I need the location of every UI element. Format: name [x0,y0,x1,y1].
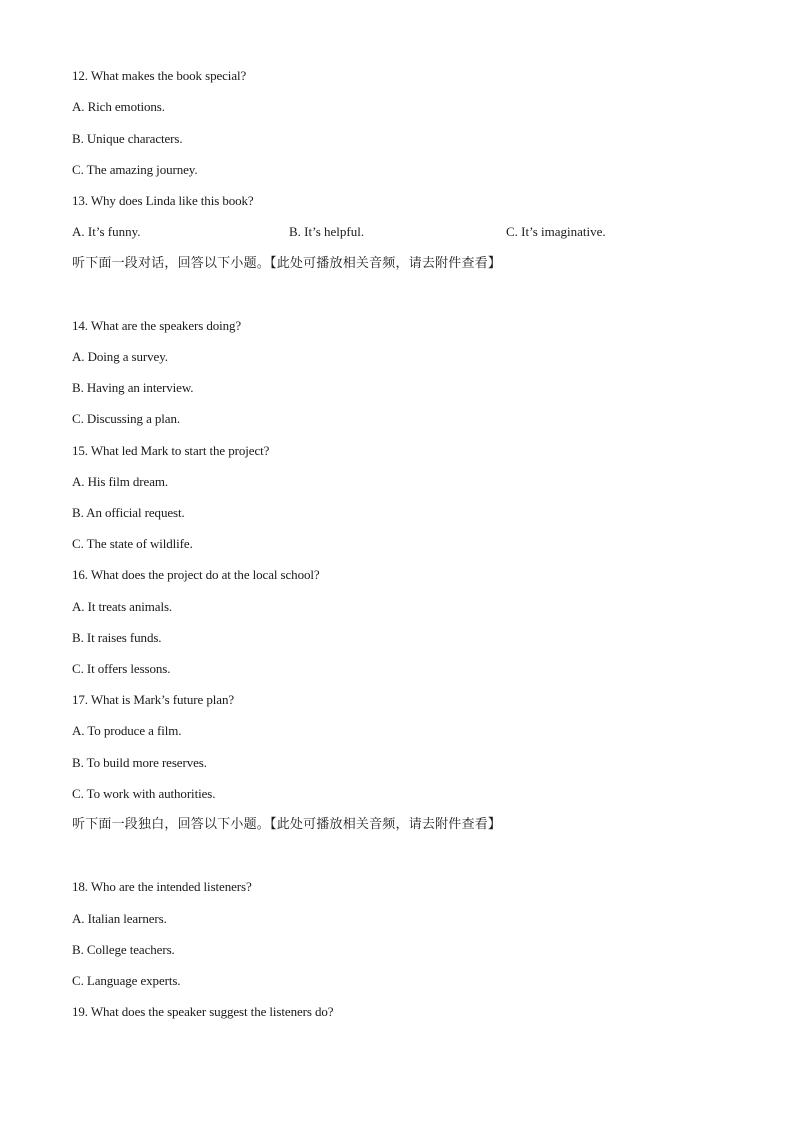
q13-option-b: B. It’s helpful. [289,224,365,239]
q16-option-c: C. It offers lessons. [72,661,171,676]
q15-option-c: C. The state of wildlife. [72,536,193,551]
q17-option-c: C. To work with authorities. [72,786,216,801]
question-15: 15. What led Mark to start the project? [72,443,270,458]
q12-option-b: B. Unique characters. [72,131,183,146]
question-17: 17. What is Mark’s future plan? [72,692,235,707]
q14-option-c: C. Discussing a plan. [72,411,181,426]
q18-option-a: A. Italian learners. [72,911,167,926]
q15-option-b: B. An official request. [72,505,185,520]
q13-option-a: A. It’s funny. [72,224,141,239]
question-16: 16. What does the project do at the local school? [72,567,320,582]
q18-option-b: B. College teachers. [72,942,175,957]
q16-option-a: A. It treats animals. [72,599,173,614]
q15-option-a: A. His film dream. [72,474,169,489]
question-19: 19. What does the speaker suggest the listeners do? [72,1004,334,1019]
q14-option-a: A. Doing a survey. [72,349,168,364]
q17-option-a: A. To produce a film. [72,723,182,738]
q13-option-c: C. It’s imaginative. [506,224,606,239]
question-13: 13. Why does Linda like this book? [72,193,254,208]
listening-instruction-monologue: 听下面一段独白，回答以下小题。【此处可播放相关音频，请去附件查看】 [72,817,502,832]
q12-option-c: C. The amazing journey. [72,162,198,177]
q18-option-c: C. Language experts. [72,973,181,988]
question-14: 14. What are the speakers doing? [72,318,242,333]
q12-option-a: A. Rich emotions. [72,99,165,114]
listening-instruction-dialogue: 听下面一段对话，回答以下小题。【此处可播放相关音频，请去附件查看】 [72,256,502,271]
q16-option-b: B. It raises funds. [72,630,162,645]
question-12: 12. What makes the book special? [72,68,247,83]
q14-option-b: B. Having an interview. [72,380,194,395]
question-18: 18. Who are the intended listeners? [72,879,252,894]
q17-option-b: B. To build more reserves. [72,755,207,770]
